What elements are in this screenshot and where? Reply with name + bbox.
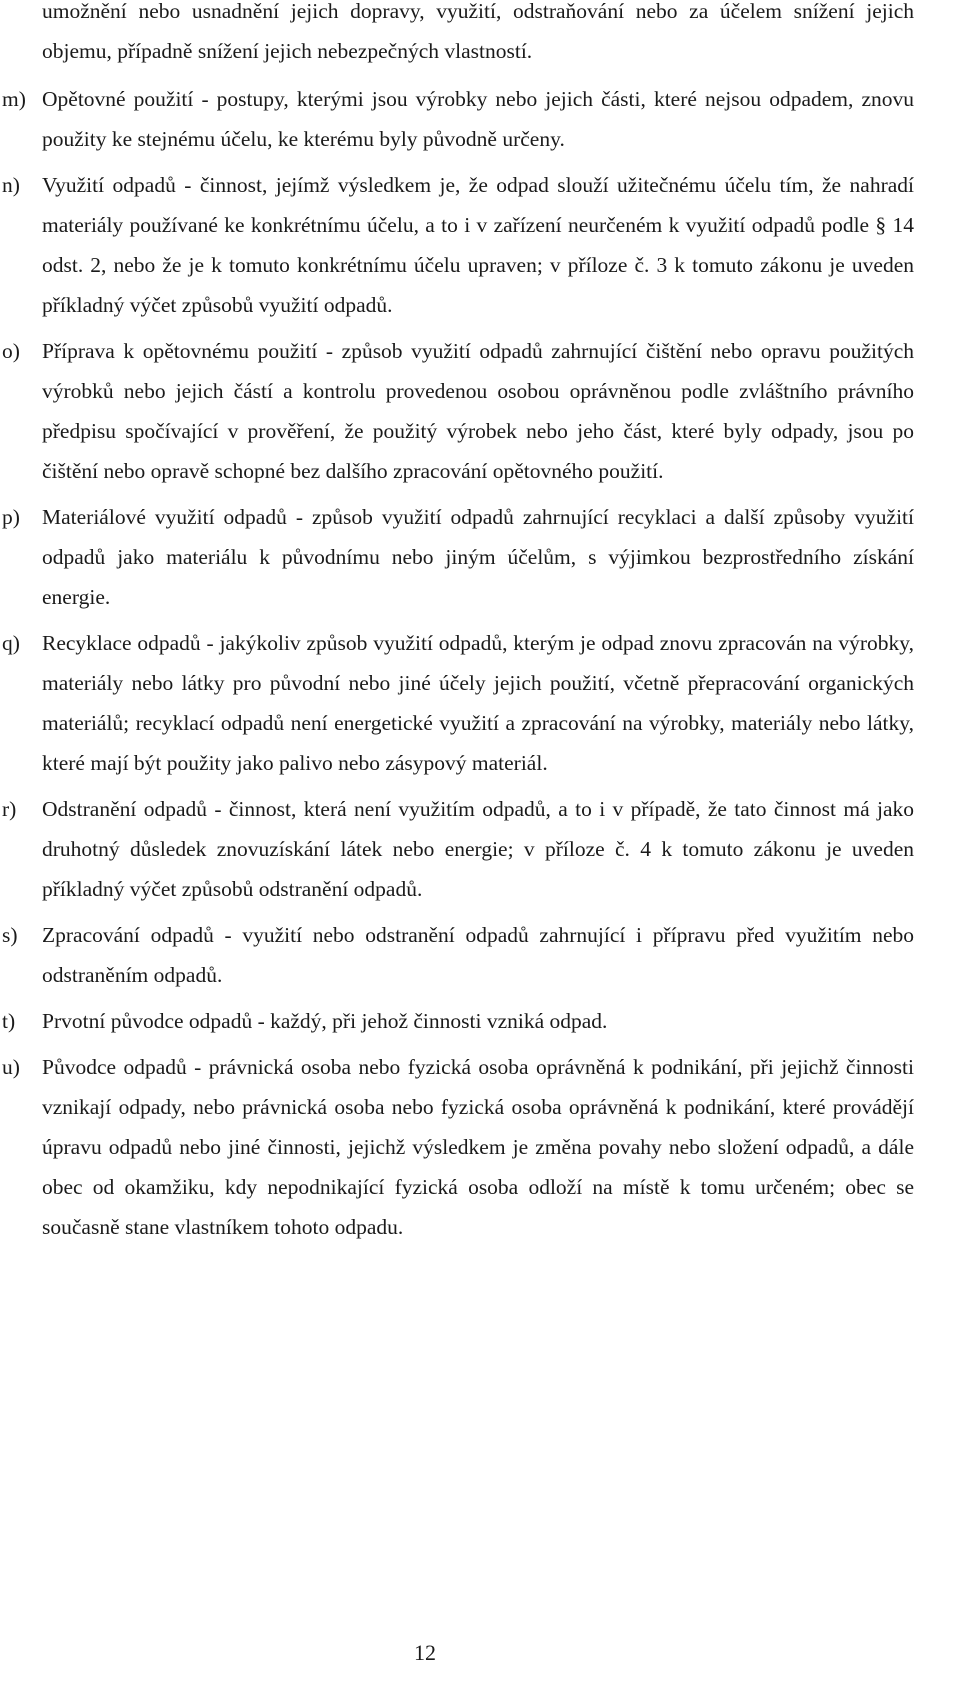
continuation-text: umožnění nebo usnadnění jejich dopravy, využití, odstraňování nebo za účelem snížení jejich objemu, případně snížení jejich nebezpečných vlastností. xyxy=(42,0,914,63)
definition-text: Odstranění odpadů - činnost, která není využitím odpadů, a to i v případě, že tato činnost má jako druhotný důsledek znovuzískání látek nebo energie; v příloze č. 4 k tomuto zákonu je uveden příkladný výčet způsobů odstranění odpadů. xyxy=(42,797,914,901)
definition-letter: u) xyxy=(2,1055,20,1079)
definition-letter: n) xyxy=(2,173,20,197)
definition-item-r xyxy=(2,789,914,909)
definition-letter: q) xyxy=(2,631,20,655)
definition-item-q xyxy=(2,623,914,783)
definition-item-o xyxy=(2,331,914,491)
definition-text: Zpracování odpadů - využití nebo odstranění odpadů zahrnující i přípravu před využitím nebo odstraněním odpadů. xyxy=(42,923,914,987)
definition-letter: s) xyxy=(2,923,18,947)
definition-text: Materiálové využití odpadů - způsob využití odpadů zahrnující recyklaci a další způsoby využití odpadů jako materiálu k původnímu nebo jiným účelům, s výjimkou bezprostředního získání energie. xyxy=(42,505,914,609)
definition-text: Využití odpadů - činnost, jejímž výsledkem je, že odpad slouží užitečnému účelu tím, že nahradí materiály používané ke konkrétnímu účelu, a to i v zařízení neurčeném k využití odpadů podle § 14 odst. 2, nebo že je k tomuto konkrétnímu účelu upraven; v příloze č. 3 k tomuto zákonu je uveden příkladný výčet způsobů využití odpadů. xyxy=(42,173,914,317)
definition-item-p xyxy=(2,497,914,617)
definition-letter: t) xyxy=(2,1009,16,1033)
definition-text: Opětovné použití - postupy, kterými jsou výrobky nebo jejich části, které nejsou odpadem, znovu použity ke stejnému účelu, ke kterému byly původně určeny. xyxy=(42,87,914,151)
definition-text: Prvotní původce odpadů - každý, při jehož činnosti vzniká odpad. xyxy=(42,1009,608,1033)
definition-letter: o) xyxy=(2,339,20,363)
definition-item-u xyxy=(2,1047,914,1247)
page-number: 12 xyxy=(414,1640,436,1665)
definition-item-s xyxy=(2,915,914,995)
definition-item-t xyxy=(2,1001,914,1041)
definition-item-m xyxy=(2,79,914,159)
definition-letter: p) xyxy=(2,505,20,529)
definition-text: Recyklace odpadů - jakýkoliv způsob využití odpadů, kterým je odpad znovu zpracován na výrobky, materiály nebo látky pro původní nebo jiné účely jejich použití, včetně přepracování organických materiálů; recyklací odpadů není energetické využití a zpracování na výrobky, materiály nebo látky, které mají být použity jako palivo nebo zásypový materiál. xyxy=(42,631,914,775)
definition-letter: m) xyxy=(2,87,26,111)
definition-text: Původce odpadů - právnická osoba nebo fyzická osoba oprávněná k podnikání, při jejichž činnosti vznikají odpady, nebo právnická osoba nebo fyzická osoba oprávněná k podnikání, které provádějí úpravu odpadů nebo jiné činnosti, jejichž výsledkem je změna povahy nebo složení odpadů, a dále obec od okamžiku, kdy nepodnikající fyzická osoba odloží na místě k tomu určeném; obec se současně stane vlastníkem tohoto odpadu. xyxy=(42,1055,914,1239)
definition-item-n xyxy=(2,165,914,325)
continuation-paragraph xyxy=(2,0,914,79)
definition-text: Příprava k opětovnému použití - způsob využití odpadů zahrnující čištění nebo opravu použitých výrobků nebo jejich částí a kontrolu provedenou osobou oprávněnou podle zvláštního právního předpisu spočívající v prověření, že použitý výrobek nebo jeho část, které byly odpady, jsou po čištění nebo opravě schopné bez dalšího zpracování opětovného použití. xyxy=(42,339,914,483)
definition-letter: r) xyxy=(2,797,17,821)
